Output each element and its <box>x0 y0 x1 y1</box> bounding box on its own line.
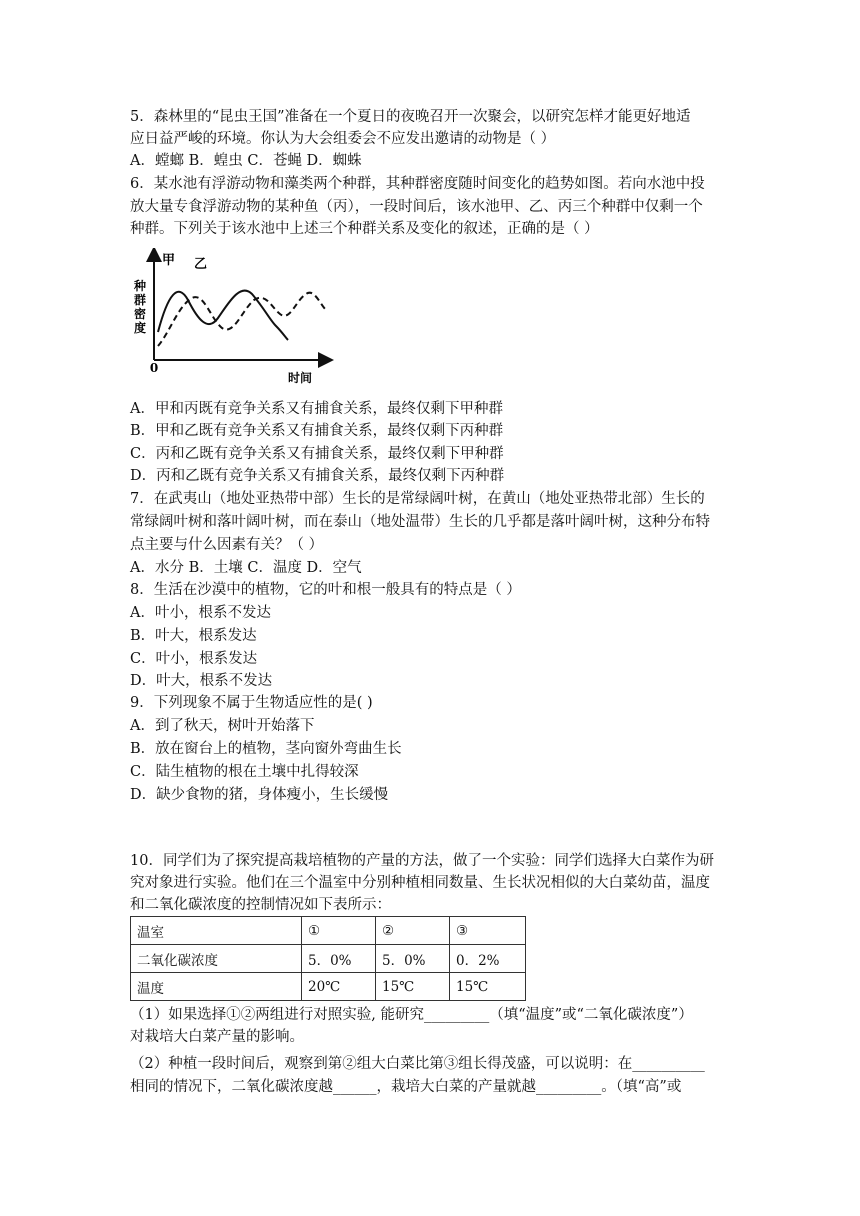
q10-stem-line2: 究对象进行实验。他们在三个温室中分别种植相同数量、生长状况相似的大白菜幼苗，温度 <box>130 875 710 891</box>
q7-stem-line3: 点主要与什么因素有关？（ ） <box>130 537 324 553</box>
q9-option-a: A．到了秋天，树叶开始落下 <box>130 718 315 734</box>
q9-stem: 9．下列现象不属于生物适应性的是( ) <box>130 695 373 711</box>
table-row <box>131 973 526 1001</box>
q10-sub1-line2: 对栽培大白菜产量的影响。 <box>130 1029 304 1045</box>
table-header-row <box>131 917 526 945</box>
q8-option-b: B．叶大，根系发达 <box>130 628 257 644</box>
q10-sub1-line1: （1）如果选择①②两组进行对照实验, 能研究_________（填“温度”或“二氧化碳浓度”） <box>130 1007 693 1023</box>
q9-option-c: C．陆生植物的根在土壤中扎得较深 <box>130 764 359 780</box>
table-cell: 5．0% <box>376 945 450 973</box>
q8-option-d: D．叶大，根系不发达 <box>130 673 273 689</box>
q9-option-d: D．缺少食物的猪，身体瘦小，生长缓慢 <box>130 787 389 803</box>
origin-label: 0 <box>149 361 159 375</box>
table-cell: 15℃ <box>376 973 450 1001</box>
q5-stem-line1: 5．森林里的“昆虫王国”准备在一个夏日的夜晚召开一次聚会，以研究怎样才能更好地适 <box>130 109 691 125</box>
table-row <box>131 945 526 973</box>
q9-option-b: B．放在窗台上的植物，茎向窗外弯曲生长 <box>130 741 402 757</box>
x-axis-label: 时间 <box>287 371 313 385</box>
series-jia-line <box>158 291 288 340</box>
q8-option-a: A．叶小，根系不发达 <box>130 605 271 621</box>
q5-stem-line2: 应日益严峻的环境。你认为大会组委会不应发出邀请的动物是（ ） <box>130 131 556 147</box>
table-cell: 5．0% <box>302 945 376 973</box>
q10-sub2-line2: 相同的情况下，二氧化碳浓度越______，栽培大白菜的产量就越_________。（填“高”或 <box>130 1079 682 1095</box>
y-axis-label: 种群密度 <box>133 279 147 335</box>
q10-stem-line1: 10．同学们为了探究提高栽培植物的产量的方法，做了一个实验：同学们选择大白菜作为研 <box>130 853 714 869</box>
table-cell: 0．2% <box>450 945 526 973</box>
table-cell: ③ <box>450 917 526 945</box>
q6-stem-line2: 放大量专食浮游动物的某种鱼（丙），一段时间后，该水池甲、乙、丙三个种群中仅剩一个 <box>130 199 703 215</box>
table-cell: 15℃ <box>450 973 526 1001</box>
q7-stem-line1: 7．在武夷山（地处亚热带中部）生长的是常绿阔叶树，在黄山（地处亚热带北部）生长的 <box>130 491 705 507</box>
greenhouse-table <box>130 916 526 1001</box>
population-density-chart <box>130 248 350 388</box>
table-cell: 20℃ <box>302 973 376 1001</box>
table-cell: 温度 <box>131 973 302 1001</box>
q6-option-c: C．丙和乙既有竞争关系又有捕食关系，最终仅剩下甲种群 <box>130 446 504 462</box>
q6-option-a: A．甲和丙既有竞争关系又有捕食关系，最终仅剩下甲种群 <box>130 401 503 417</box>
q10-stem-line3: 和二氧化碳浓度的控制情况如下表所示： <box>130 897 391 913</box>
q6-stem-line1: 6．某水池有浮游动物和藻类两个种群，其种群密度随时间变化的趋势如图。若向水池中投 <box>130 176 705 192</box>
q6-option-d: D．丙和乙既有竞争关系又有捕食关系，最终仅剩下丙种群 <box>130 468 505 484</box>
q6-stem-line3: 种群。下列关于该水池中上述三个种群关系及变化的叙述，正确的是（ ） <box>130 221 599 237</box>
q5-options: A．螳螂 B．蝗虫 C．苍蝇 D．蜘蛛 <box>130 153 362 169</box>
table-cell: ② <box>376 917 450 945</box>
series-yi-line <box>158 293 326 346</box>
table-cell: 温室 <box>131 917 302 945</box>
series-jia-label: 甲 <box>162 253 176 268</box>
series-yi-label: 乙 <box>194 257 208 272</box>
q7-options: A．水分 B．土壤 C．温度 D．空气 <box>130 560 362 576</box>
q8-stem: 8．生活在沙漠中的植物，它的叶和根一般具有的特点是（ ） <box>130 582 521 598</box>
q8-option-c: C．叶小，根系发达 <box>130 651 258 667</box>
table-cell: 二氧化碳浓度 <box>131 945 302 973</box>
q7-stem-line2: 常绿阔叶树和落叶阔叶树，而在泰山（地处温带）生长的几乎都是落叶阔叶树，这种分布特 <box>130 514 710 530</box>
table-cell: ① <box>302 917 376 945</box>
q6-option-b: B．甲和乙既有竞争关系又有捕食关系，最终仅剩下丙种群 <box>130 423 504 439</box>
q10-sub2-line1: （2）种植一段时间后，观察到第②组大白菜比第③组长得茂盛，可以说明：在__________ <box>130 1056 705 1072</box>
